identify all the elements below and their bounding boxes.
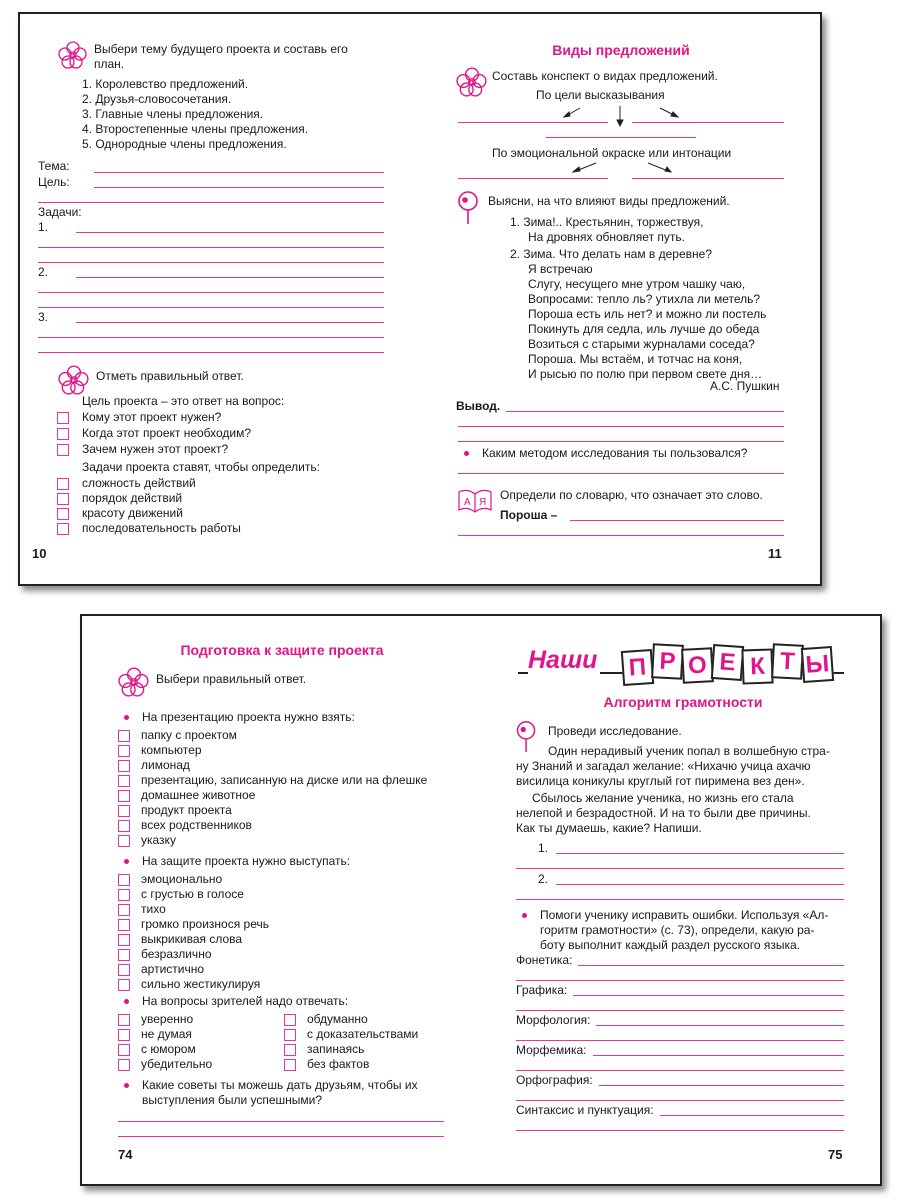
option-label: сильно жестикулируя — [141, 977, 261, 991]
answer-line[interactable] — [38, 337, 384, 338]
option-label: без фактов — [307, 1057, 370, 1071]
question-advice: Какие советы ты можешь дать друзьям, чтобы их — [142, 1078, 418, 1092]
section-label: Синтаксис и пунктуация: — [516, 1103, 654, 1117]
option-label: с грустью в голосе — [141, 887, 244, 901]
task-number: 3. — [38, 310, 49, 324]
checkbox[interactable] — [284, 1059, 296, 1071]
topic-item: 5. Однородные члены предложения. — [82, 137, 287, 151]
option-label: лимонад — [141, 758, 190, 772]
answer-line[interactable] — [458, 441, 784, 442]
help-line: Помоги ученику исправить ошибки. Используя «Ал- — [540, 908, 829, 922]
option-label: последовательность работы — [82, 521, 241, 535]
option-label: указку — [141, 833, 176, 847]
task-research: Проведи исследование. — [548, 724, 682, 738]
answer-line[interactable] — [458, 426, 784, 427]
checkbox[interactable] — [118, 820, 130, 832]
word-porosha: Пороша – — [500, 508, 558, 522]
flower-icon — [58, 364, 90, 396]
page-title: Подготовка к защите проекта — [180, 642, 384, 658]
checkbox[interactable] — [118, 730, 130, 742]
poem-author: А.С. Пушкин — [710, 379, 780, 393]
option-label: красоту движений — [82, 506, 183, 520]
answer-line[interactable] — [632, 178, 784, 179]
checkbox[interactable] — [118, 964, 130, 976]
question-goal: Цель проекта – это ответ на вопрос: — [82, 394, 285, 408]
answer-line[interactable] — [458, 122, 608, 123]
task-choose-topic: Выбери тему будущего проекта и составь его — [94, 42, 348, 56]
story-line: нелепой и безрадостной. И на то были две причины. — [516, 806, 811, 820]
option-label: обдуманно — [307, 1012, 368, 1026]
answer-line[interactable] — [516, 1040, 844, 1041]
poem-line: Возиться с старыми журналами соседа? — [528, 337, 755, 351]
checkbox[interactable] — [118, 919, 130, 931]
task-number: 1. — [38, 220, 49, 234]
help-line: боту выполнит каждый раздел русского языка. — [540, 938, 800, 952]
option-label: сложность действий — [82, 476, 196, 490]
question-speak: На защите проекта нужно выступать: — [142, 854, 351, 868]
banner-letter: Ы — [801, 646, 834, 683]
task-choose-topic-cont: план. — [94, 57, 125, 71]
checkbox[interactable] — [57, 478, 69, 490]
page-number: 75 — [828, 1147, 843, 1162]
answer-line[interactable] — [570, 520, 784, 521]
checkbox[interactable] — [118, 775, 130, 787]
section-label: Фонетика: — [516, 953, 573, 967]
poem-line: Вопросами: тепло ль? утихла ли метель? — [528, 292, 761, 306]
option-label: всех родственников — [141, 818, 252, 832]
answer-line[interactable] — [38, 352, 384, 353]
answer-line[interactable] — [556, 853, 844, 854]
answer-line[interactable] — [118, 1121, 444, 1122]
bullet — [124, 859, 129, 864]
method-question: Каким методом исследования ты пользовался? — [482, 446, 748, 460]
checkbox[interactable] — [57, 444, 69, 456]
checkbox[interactable] — [118, 745, 130, 757]
answer-line[interactable] — [632, 122, 784, 123]
topic-item: 3. Главные члены предложения. — [82, 107, 264, 121]
option-label: с доказательствами — [307, 1027, 419, 1041]
option-label: эмоционально — [141, 872, 223, 886]
answer-line[interactable] — [660, 1115, 844, 1116]
answer-line[interactable] — [578, 965, 844, 966]
conclusion-label: Вывод. — [456, 399, 501, 413]
answer-line[interactable] — [516, 1070, 844, 1071]
poem-line: 1. Зима!.. Крестьянин, торжествуя, — [510, 215, 704, 229]
by-emotion-label: По эмоциональной окраске или интонации — [492, 146, 732, 160]
answer-line[interactable] — [458, 178, 608, 179]
book-icon — [456, 484, 494, 514]
answer-line[interactable] — [38, 292, 384, 293]
answer-line[interactable] — [38, 247, 384, 248]
answer-line[interactable] — [546, 137, 696, 138]
banner-letter: К — [741, 648, 773, 684]
option-label: Зачем нужен этот проект? — [82, 442, 229, 456]
checkbox[interactable] — [118, 790, 130, 802]
label-cel: Цель: — [38, 175, 70, 189]
page-number: 11 — [768, 546, 782, 561]
option-label: порядок действий — [82, 491, 183, 505]
page-number: 10 — [32, 546, 47, 561]
option-label: выкрикивая слова — [141, 932, 243, 946]
task-summary: Составь конспект о видах предложений. — [492, 69, 718, 83]
story-line: висилица коникулы круглый гот пиримена вез ден». — [516, 774, 805, 788]
task-find-out: Выясни, на что влияют виды предложений. — [488, 194, 730, 208]
option-label: громко произнося речь — [141, 917, 270, 931]
answer-line[interactable] — [76, 277, 384, 278]
banner-letter: Т — [771, 643, 804, 680]
section-label: Графика: — [516, 983, 568, 997]
answer-line[interactable] — [76, 322, 384, 323]
answer-line[interactable] — [506, 411, 784, 412]
answer-line[interactable] — [458, 535, 784, 536]
task-choose: Выбери правильный ответ. — [156, 672, 307, 686]
task-mark-answer: Отметь правильный ответ. — [96, 369, 244, 383]
answer-line[interactable] — [599, 1085, 844, 1086]
arrows-icon — [568, 160, 678, 176]
bullet — [124, 715, 129, 720]
poem-line: И рысью по полю при первом свете дня… — [528, 367, 763, 381]
arrows-icon — [560, 102, 690, 128]
top-spread — [18, 12, 822, 586]
checkbox[interactable] — [284, 1014, 296, 1026]
section-label: Морфемика: — [516, 1043, 587, 1057]
checkbox[interactable] — [118, 835, 130, 847]
option-label: Когда этот проект необходим? — [82, 426, 252, 440]
answer-line[interactable] — [516, 1100, 844, 1101]
checkbox[interactable] — [118, 1044, 130, 1056]
checkbox[interactable] — [284, 1044, 296, 1056]
answer-line[interactable] — [573, 995, 844, 996]
topic-item: 4. Второстепенные члены предложения. — [82, 122, 309, 136]
task-number: 2. — [38, 265, 49, 279]
banner-letter: О — [681, 647, 714, 684]
checkbox[interactable] — [284, 1029, 296, 1041]
answer-line[interactable] — [516, 868, 844, 869]
checkbox[interactable] — [118, 904, 130, 916]
flower-icon — [456, 66, 488, 98]
poem-line: Пороша. Мы встаём, и тотчас на коня, — [528, 352, 743, 366]
poem-line: На дровнях обновляет путь. — [528, 230, 685, 244]
checkbox[interactable] — [118, 1014, 130, 1026]
answer-line[interactable] — [556, 884, 844, 885]
option-label: тихо — [141, 902, 166, 916]
checkbox[interactable] — [118, 874, 130, 886]
answer-line[interactable] — [38, 262, 384, 263]
story-line: Сбылось желание ученика, но жизнь его стала — [532, 791, 794, 805]
option-label: продукт проекта — [141, 803, 232, 817]
story-line: Как ты думаешь, какие? Напиши. — [516, 821, 702, 835]
by-purpose-label: По цели высказывания — [536, 88, 665, 102]
option-label: презентацию, записанную на диске или на флешке — [141, 773, 428, 787]
option-label: артистично — [141, 962, 205, 976]
checkbox[interactable] — [118, 889, 130, 901]
banner-letter: Р — [651, 643, 684, 680]
section-label: Орфография: — [516, 1073, 593, 1087]
checkbox[interactable] — [118, 979, 130, 991]
answer-line[interactable] — [38, 202, 384, 203]
topic-item: 1. Королевство предложений. — [82, 77, 249, 91]
answer-line[interactable] — [596, 1025, 844, 1026]
option-label: безразлично — [141, 947, 212, 961]
bullet — [124, 999, 129, 1004]
bullet — [464, 451, 469, 456]
help-line: горитм грамотности» (с. 73), определи, какую ра- — [540, 923, 815, 937]
flower-icon — [58, 40, 88, 70]
story-line: Один нерадивый ученик попал в волшебную стра- — [548, 744, 830, 758]
checkbox[interactable] — [57, 428, 69, 440]
option-label: убедительно — [141, 1057, 213, 1071]
question-tasks: Задачи проекта ставят, чтобы определить: — [82, 460, 320, 474]
checkbox[interactable] — [118, 934, 130, 946]
checkbox[interactable] — [118, 760, 130, 772]
option-label: компьютер — [141, 743, 202, 757]
question-answer: На вопросы зрителей надо отвечать: — [142, 994, 349, 1008]
answer-line[interactable] — [118, 1136, 444, 1137]
checkbox[interactable] — [57, 412, 69, 424]
page-title: Алгоритм грамотности — [603, 694, 763, 710]
answer-line[interactable] — [38, 307, 384, 308]
question-presentation: На презентацию проекта нужно взять: — [142, 710, 355, 724]
checkbox[interactable] — [57, 493, 69, 505]
option-label: с юмором — [141, 1042, 196, 1056]
page-number: 74 — [118, 1147, 133, 1162]
answer-line[interactable] — [458, 473, 784, 474]
banner-letter: П — [621, 649, 654, 686]
question-advice-cont: выступления были успешными? — [142, 1093, 323, 1107]
checkbox[interactable] — [118, 949, 130, 961]
checkbox[interactable] — [57, 523, 69, 535]
section-label: Морфология: — [516, 1013, 591, 1027]
option-label: папку с проектом — [141, 728, 237, 742]
option-label: запинаясь — [307, 1042, 365, 1056]
label-zadachi: Задачи: — [38, 205, 82, 219]
banner-word: Наши — [528, 646, 600, 675]
answer-line[interactable] — [516, 899, 844, 900]
bullet — [124, 1083, 129, 1088]
checkbox[interactable] — [57, 508, 69, 520]
poem-line: Я встречаю — [528, 262, 593, 276]
option-label: домашнее животное — [141, 788, 256, 802]
checkbox[interactable] — [118, 1029, 130, 1041]
bullet — [522, 913, 527, 918]
banner-letter: Е — [711, 644, 744, 681]
answer-line[interactable] — [516, 1010, 844, 1011]
topic-item: 2. Друзья-словосочетания. — [82, 92, 232, 106]
option-label: Кому этот проект нужен? — [82, 410, 222, 424]
bottom-spread — [80, 614, 882, 1186]
answer-line[interactable] — [516, 980, 844, 981]
answer-line[interactable] — [516, 1130, 844, 1131]
option-label: уверенно — [141, 1012, 194, 1026]
option-label: не думая — [141, 1027, 192, 1041]
flower-icon — [118, 666, 150, 698]
page-title: Виды предложений — [552, 42, 690, 58]
answer-line[interactable] — [76, 232, 384, 233]
svg-text:А: А — [464, 497, 471, 508]
answer-line[interactable] — [94, 187, 384, 188]
reason-number: 2. — [538, 872, 549, 886]
answer-line[interactable] — [593, 1055, 845, 1056]
magnifier-icon — [456, 190, 482, 226]
story-line: ну Знаний и загадал желание: «Нихачю учица ахачю — [516, 759, 811, 773]
poem-line: Пороша есть иль нет? и можно ли постель — [528, 307, 767, 321]
poem-line: Слугу, несущего мне утром чашку чаю, — [528, 277, 746, 291]
poem-line: 2. Зима. Что делать нам в деревне? — [510, 247, 712, 261]
magnifier-icon — [514, 720, 540, 754]
dictionary-task: Определи по словарю, что означает это слово. — [500, 488, 763, 502]
checkbox[interactable] — [118, 805, 130, 817]
reason-number: 1. — [538, 841, 549, 855]
label-tema: Тема: — [38, 159, 70, 173]
checkbox[interactable] — [118, 1059, 130, 1071]
answer-line[interactable] — [94, 172, 384, 173]
svg-text:Я: Я — [479, 497, 487, 508]
poem-line: Покинуть для седла, иль лучше до обеда — [528, 322, 760, 336]
